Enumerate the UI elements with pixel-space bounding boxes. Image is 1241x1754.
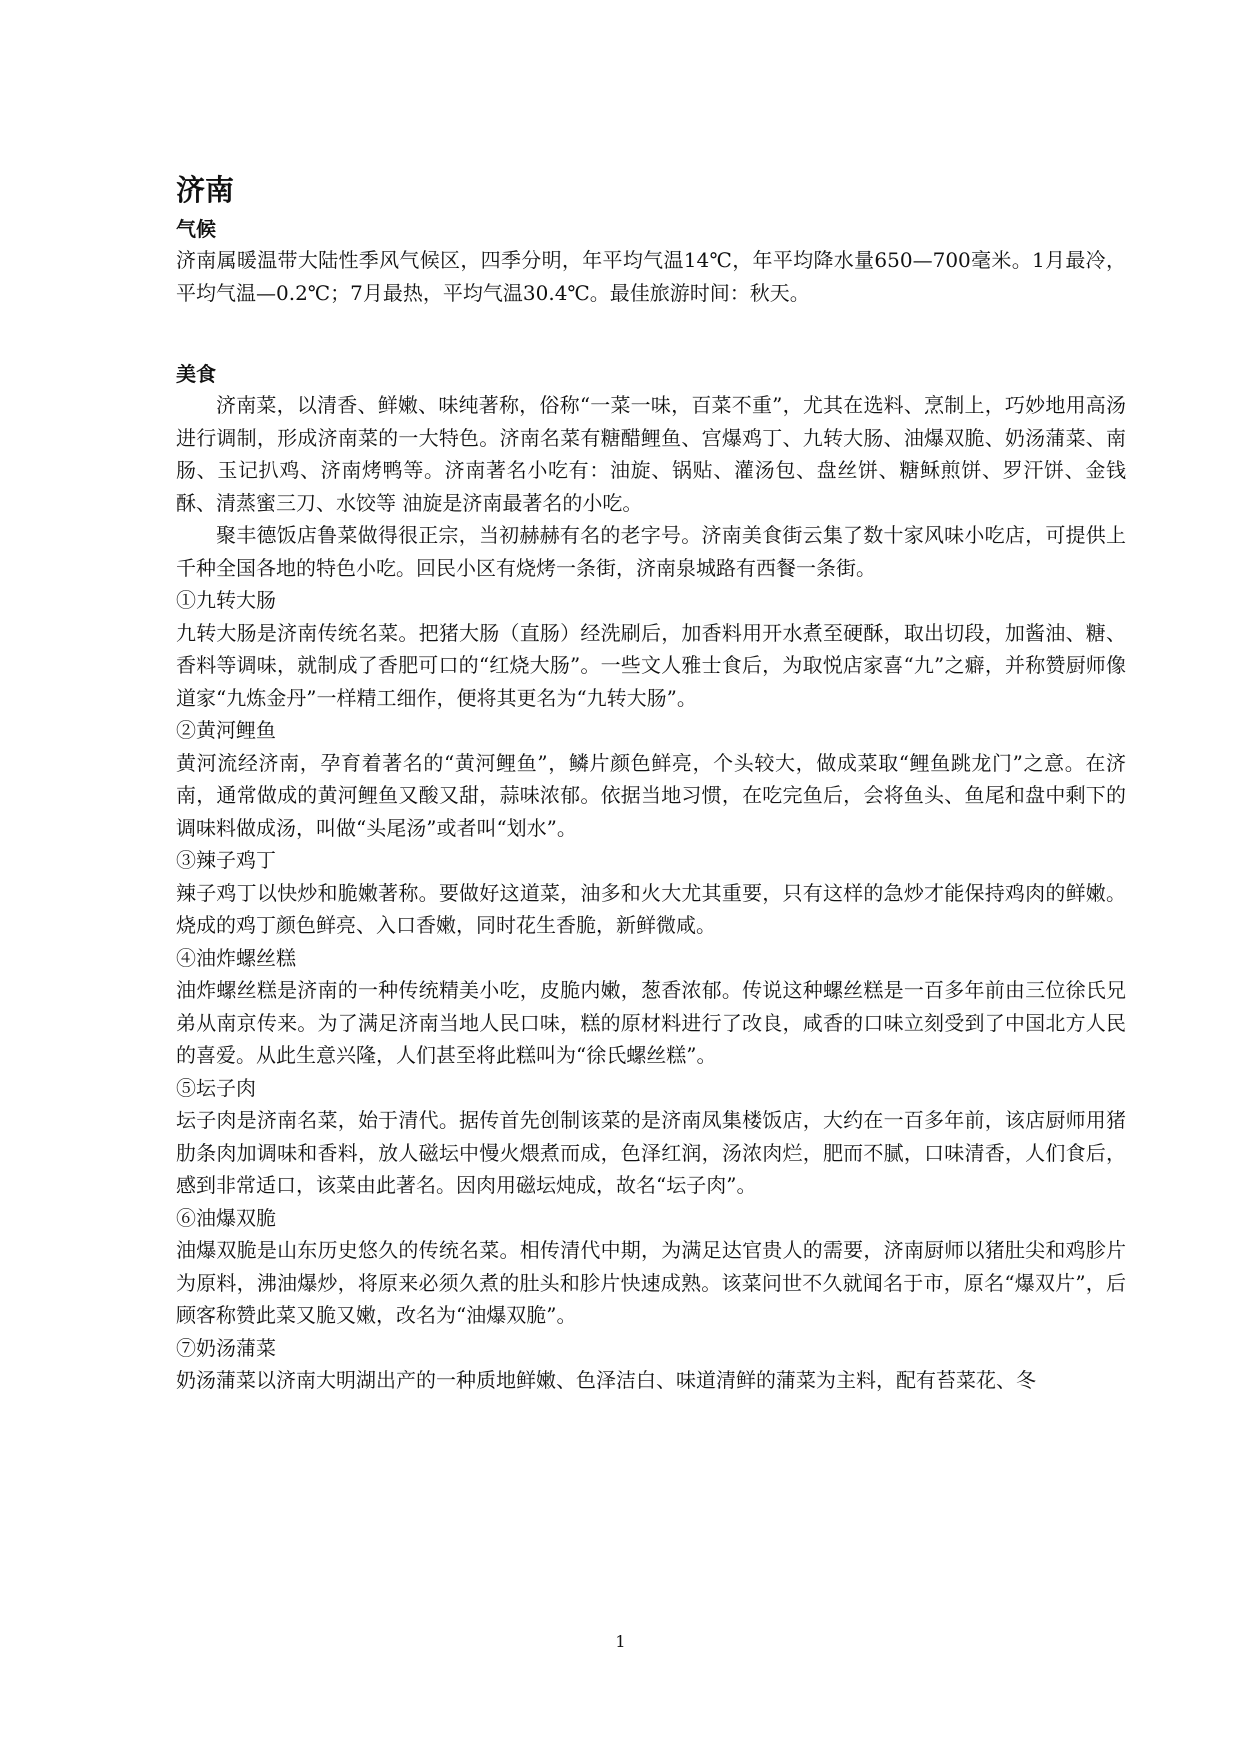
dish-name: ⑦奶汤蒲菜 — [176, 1335, 276, 1360]
dish-entry — [176, 1332, 1126, 1397]
dish-entry — [176, 844, 1126, 942]
food-heading: 美食 — [176, 362, 216, 386]
dish-entry — [176, 1072, 1126, 1202]
section-spacer — [176, 309, 1126, 359]
dish-description: 奶汤蒲菜以济南大明湖出产的一种质地鲜嫩、色泽洁白、味道清鲜的蒲菜为主料，配有苔菜花、冬 — [176, 1368, 1036, 1392]
page-number: 1 — [615, 1632, 626, 1651]
dish-entry — [176, 584, 1126, 714]
food-intro-paragraph: 济南菜，以清香、鲜嫩、味纯著称，俗称“一菜一味，百菜不重”，尤其在选料、烹制上，巧妙地用高汤进行调制，形成济南菜的一大特色。济南名菜有糖醋鲤鱼、宫爆鸡丁、九转大肠、油爆双脆、奶汤蒲菜、南肠、玉记扒鸡、济南烤鸭等。济南著名小吃有：油旋、锅贴、灌汤包、盘丝饼、糖稣煎饼、罗汗饼、金钱酥、清蒸蜜三刀、水饺等 油旋是济南最著名的小吃。 — [176, 393, 1126, 515]
dish-description: 黄河流经济南，孕育着著名的“黄河鲤鱼”，鳞片颜色鲜亮，个头较大，做成菜取“鲤鱼跳龙门”之意。在济南，通常做成的黄河鲤鱼又酸又甜，蒜味浓郁。依据当地习惯，在吃完鱼后，会将鱼头、鱼尾和盘中剩下的调味料做成汤，叫做“头尾汤”或者叫“划水”。 — [176, 750, 1126, 840]
dish-description: 油炸螺丝糕是济南的一种传统精美小吃，皮脆内嫩，葱香浓郁。传说这种螺丝糕是一百多年前由三位徐氏兄弟从南京传来。为了满足济南当地人民口味，糕的原材料进行了改良，咸香的口味立刻受到了中国北方人民的喜爱。从此生意兴隆，人们甚至将此糕叫为“徐氏螺丝糕”。 — [176, 978, 1126, 1067]
document-title: 济南 — [176, 173, 235, 207]
climate-heading: 气候 — [176, 217, 216, 241]
dish-name: ⑤坛子肉 — [176, 1075, 256, 1100]
dish-description: 坛子肉是济南名菜，始于清代。据传首先创制该菜的是济南凤集楼饭店，大约在一百多年前，该店厨师用猪肋条肉加调味和香料，放人磁坛中慢火煨煮而成，色泽红润，汤浓肉烂，肥而不腻，口味清香，人们食后，感到非常适口，该菜由此著名。因肉用磁坛炖成，故名“坛子肉”。 — [176, 1108, 1126, 1197]
dish-name: ③辣子鸡丁 — [176, 848, 276, 872]
dish-entry — [176, 942, 1126, 1072]
dish-description: 油爆双脆是山东历史悠久的传统名菜。相传清代中期，为满足达官贵人的需要，济南厨师以猪肚尖和鸡胗片为原料，沸油爆炒，将原来必须久煮的肚头和胗片快速成熟。该菜问世不久就闻名于市，原名“爆双片”，后顾客称赞此菜又脆又嫩，改名为“油爆双脆”。 — [176, 1238, 1126, 1327]
dish-description: 辣子鸡丁以快炒和脆嫩著称。要做好这道菜，油多和火大尤其重要，只有这样的急炒才能保持鸡肉的鲜嫩。烧成的鸡丁颜色鲜亮、入口香嫩，同时花生香脆，新鲜微咸。 — [176, 880, 1126, 937]
dish-name: ①九转大肠 — [176, 588, 276, 612]
dish-name: ②黄河鲤鱼 — [176, 718, 276, 742]
dish-name: ⑥油爆双脆 — [176, 1205, 276, 1230]
climate-section — [176, 214, 1126, 309]
food-restaurants-paragraph: 聚丰德饭店鲁菜做得很正宗，当初赫赫有名的老字号。济南美食街云集了数十家风味小吃店，可提供上千种全国各地的特色小吃。回民小区有烧烤一条街，济南泉城路有西餐一条街。 — [176, 523, 1126, 580]
food-section — [176, 359, 1126, 1397]
dish-name: ④油炸螺丝糕 — [176, 945, 296, 970]
document-page — [176, 170, 1126, 1397]
dish-entry — [176, 714, 1126, 844]
dish-description: 九转大肠是济南传统名菜。把猪大肠（直肠）经洗刷后，加香料用开水煮至硬酥，取出切段，加酱油、糖、香料等调味，就制成了香肥可口的“红烧大肠”。一些文人雅士食后，为取悦店家喜“九”之癖，并称赞厨师像道家“九炼金丹”一样精工细作，便将其更名为“九转大肠”。 — [176, 620, 1126, 710]
climate-text: 济南属暖温带大陆性季风气候区，四季分明，年平均气温14℃，年平均降水量650—700毫米。1月最冷，平均气温—0.2℃；7月最热，平均气温30.4℃。最佳旅游时间：秋天。 — [176, 248, 1126, 305]
dish-entry — [176, 1202, 1126, 1332]
